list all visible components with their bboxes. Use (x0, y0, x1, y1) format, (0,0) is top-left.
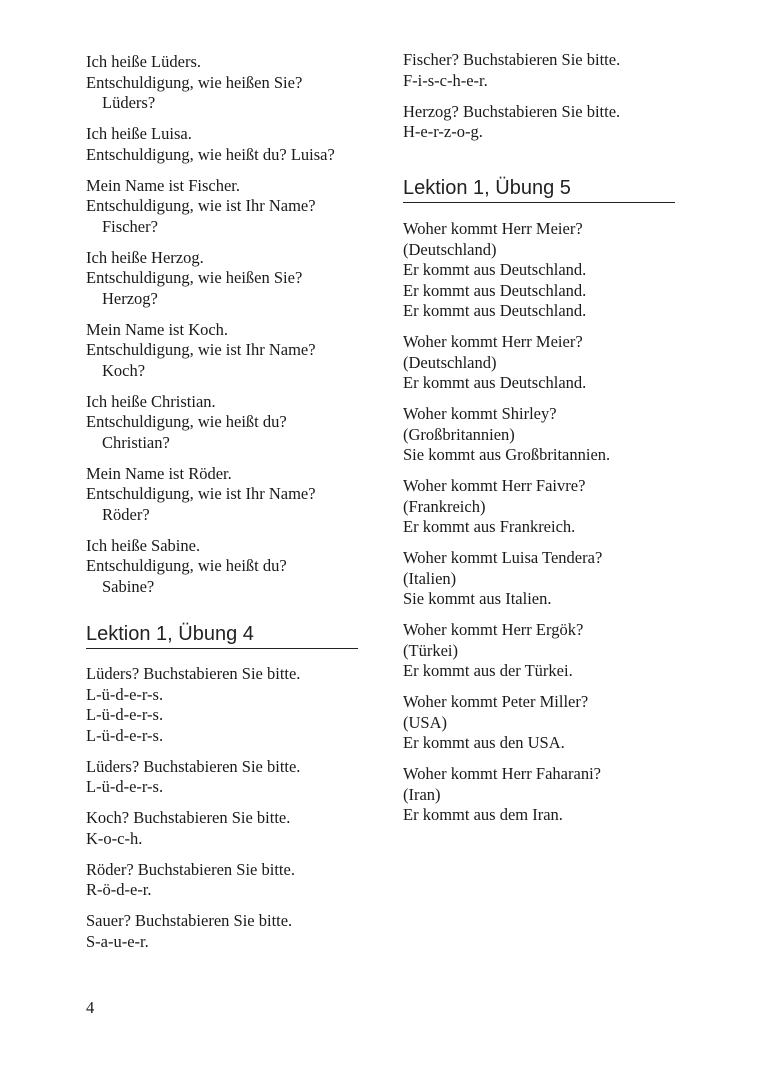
section-heading-uebung-4: Lektion 1, Übung 4 (86, 623, 254, 645)
dialog-line: Röder? (102, 504, 150, 524)
origin-line: (Großbritannien) (403, 424, 515, 444)
origin-line: Woher kommt Herr Faivre? (403, 476, 586, 495)
dialog-line: Christian? (102, 432, 170, 452)
dialog-line: Entschuldigung, wie heißt du? Luisa? (86, 144, 335, 164)
dialog-line: Entschuldigung, wie heißt du? (86, 556, 287, 575)
spelling-line: L-ü-d-e-r-s. (86, 684, 164, 704)
origin-line: Woher kommt Herr Ergök? (403, 620, 584, 639)
origin-line: Sie kommt aus Großbritannien. (403, 445, 611, 464)
origin-line: Woher kommt Herr Meier? (403, 332, 583, 351)
origin-line: Er kommt aus der Türkei. (403, 661, 573, 680)
origin-line: Er kommt aus Deutschland. (403, 301, 587, 320)
spelling-line: K-o-c-h. (86, 828, 143, 848)
origin-line: (Deutschland) (403, 352, 497, 372)
spelling-line: L-ü-d-e-r-s. (86, 725, 164, 745)
origin-line: Er kommt aus Deutschland. (403, 373, 587, 392)
dialog-line: Lüders? (102, 93, 156, 112)
spelling-line: S-a-u-e-r. (86, 931, 149, 951)
dialog-line: Koch? (102, 360, 146, 380)
dialog-line: Mein Name ist Röder. (86, 463, 232, 483)
spelling-line: Lüders? Buchstabieren Sie bitte. (86, 664, 301, 683)
origin-line: Er kommt aus den USA. (403, 733, 565, 752)
spelling-line: Lüders? Buchstabieren Sie bitte. (86, 756, 301, 776)
origin-line: Woher kommt Herr Meier? (403, 219, 583, 238)
spelling-line: L-ü-d-e-r-s. (86, 705, 164, 724)
spelling-line: F-i-s-c-h-e-r. (403, 70, 488, 90)
dialog-line: Entschuldigung, wie heißen Sie? (86, 72, 303, 92)
origin-line: (Türkei) (403, 640, 458, 660)
section-heading-uebung-5-rule (403, 202, 675, 203)
origin-line: Woher kommt Peter Miller? (403, 692, 589, 711)
dialog-line: Entschuldigung, wie ist Ihr Name? (86, 484, 316, 503)
dialog-line: Entschuldigung, wie heißen Sie? (86, 268, 303, 287)
spelling-line: Herzog? Buchstabieren Sie bitte. (403, 101, 621, 121)
section-heading-uebung-4-rule (86, 648, 358, 649)
origin-line: Sie kommt aus Italien. (403, 589, 552, 608)
dialog-line: Entschuldigung, wie ist Ihr Name? (86, 196, 316, 215)
origin-line: Woher kommt Shirley? (403, 404, 557, 423)
origin-line: Er kommt aus Deutschland. (403, 280, 587, 300)
dialog-line: Mein Name ist Fischer. (86, 175, 240, 195)
dialog-line: Ich heiße Luisa. (86, 124, 192, 143)
spelling-line: Sauer? Buchstabieren Sie bitte. (86, 911, 293, 930)
dialog-line: Ich heiße Sabine. (86, 535, 201, 555)
dialog-line: Ich heiße Herzog. (86, 247, 204, 267)
page-number: 4 (86, 998, 95, 1017)
spelling-line: Fischer? Buchstabieren Sie bitte. (403, 50, 621, 69)
origin-line: (Italien) (403, 568, 457, 588)
dialog-line: Ich heiße Lüders. (86, 52, 201, 71)
origin-line: (Deutschland) (403, 239, 497, 259)
dialog-line: Fischer? (102, 216, 158, 236)
origin-line: Er kommt aus Frankreich. (403, 517, 576, 536)
section-heading-uebung-5: Lektion 1, Übung 5 (403, 177, 571, 199)
spelling-line: R-ö-d-e-r. (86, 880, 152, 899)
origin-line: Woher kommt Herr Faharani? (403, 764, 601, 783)
dialog-line: Entschuldigung, wie heißt du? (86, 412, 287, 431)
spelling-line: Röder? Buchstabieren Sie bitte. (86, 859, 295, 879)
origin-line: Er kommt aus Deutschland. (403, 260, 587, 279)
dialog-line: Ich heiße Christian. (86, 391, 216, 411)
spelling-line: L-ü-d-e-r-s. (86, 777, 164, 796)
dialog-line: Mein Name ist Koch. (86, 319, 229, 339)
dialog-line: Herzog? (102, 288, 158, 308)
origin-line: Er kommt aus dem Iran. (403, 805, 563, 824)
dialog-line: Entschuldigung, wie ist Ihr Name? (86, 340, 316, 359)
origin-line: (USA) (403, 712, 447, 732)
origin-line: (Frankreich) (403, 496, 486, 516)
origin-line: Woher kommt Luisa Tendera? (403, 548, 603, 567)
spelling-line: Koch? Buchstabieren Sie bitte. (86, 808, 291, 827)
origin-line: (Iran) (403, 784, 441, 804)
dialog-line: Sabine? (102, 576, 155, 596)
spelling-line: H-e-r-z-o-g. (403, 122, 483, 141)
